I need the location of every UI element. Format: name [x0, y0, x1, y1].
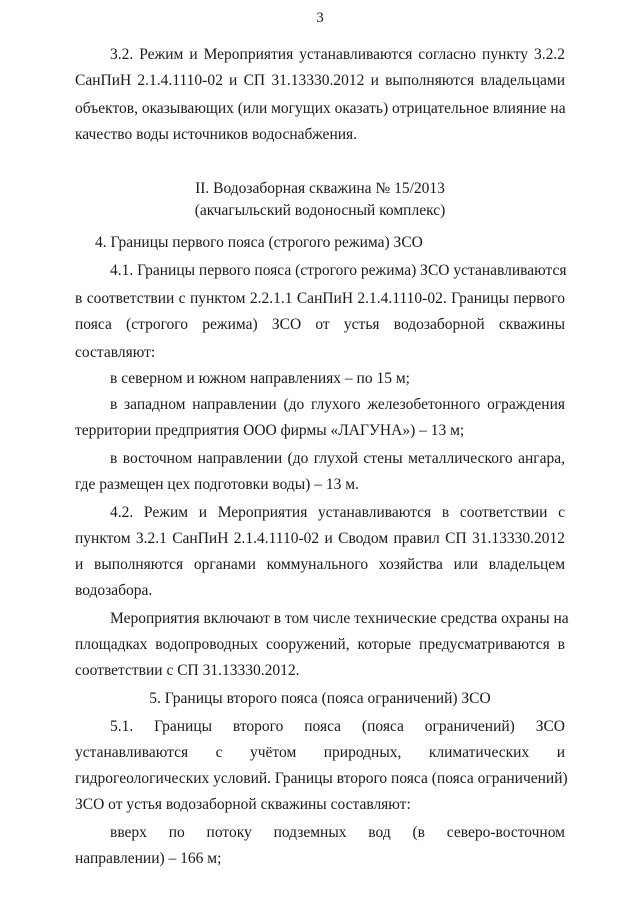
list-item-east-line-2: где размещен цех подготовки воды) – 13 м. — [75, 476, 359, 493]
paragraph-4-1-line-4: составляют: — [75, 344, 156, 361]
list-item-west-line-1: в западном направлении (до глухого железобетонного ограждения — [110, 396, 565, 413]
measures-line-1: Мероприятия включают в том числе технические средства охраны на — [110, 610, 569, 627]
upstream-line-1: вверх по потоку подземных вод (в северо-восточном — [110, 824, 565, 841]
paragraph-3-2-line-4: качество воды источников водоснабжения. — [75, 126, 358, 143]
paragraph-4-1-line-2: в соответствии с пунктом 2.2.1.1 СанПиН 2.1.4.1110-02. Границы первого — [75, 290, 565, 307]
section-2-subtitle: (акчагыльский водоносный комплекс) — [194, 202, 446, 219]
paragraph-4-1-line-1: 4.1. Границы первого пояса (строгого режима) ЗСО устанавливаются — [110, 262, 567, 279]
heading-5: 5. Границы второго пояса (пояса ограничений) ЗСО — [149, 690, 491, 707]
heading-4: 4. Границы первого пояса (строгого режима) ЗСО — [95, 234, 423, 251]
measures-line-2: площадках водопроводных сооружений, которые предусматриваются в — [75, 636, 565, 653]
measures-line-3: соответствии с СП 31.13330.2012. — [75, 662, 300, 679]
paragraph-3-2-line-2: СанПиН 2.1.4.1110-02 и СП 31.13330.2012 и выполняются владельцами — [75, 72, 565, 89]
paragraph-4-2-line-2: пунктом 3.2.1 СанПиН 2.1.4.1110-02 и Сводом правил СП 31.13330.2012 — [75, 530, 565, 547]
paragraph-5-1-line-4: ЗСО от устья водозаборной скважины составляют: — [75, 796, 411, 813]
section-2-title: II. Водозаборная скважина № 15/2013 — [195, 180, 445, 197]
paragraph-5-1-line-3: гидрогеологических условий. Границы второго пояса (пояса ограничений) — [75, 770, 568, 787]
paragraph-3-2-line-3: объектов, оказывающих (или могущих оказать) отрицательное влияние на — [75, 100, 566, 117]
list-item-east-line-1: в восточном направлении (до глухой стены металлического ангара, — [110, 450, 565, 467]
paragraph-4-2-line-3: и выполняются органами коммунального хозяйства или владельцем — [75, 556, 565, 573]
paragraph-4-2-line-1: 4.2. Режим и Мероприятия устанавливаются в соответствии с — [110, 504, 565, 521]
paragraph-4-1-line-3: пояса (строгого режима) ЗСО от устья водозаборной скважины — [75, 316, 565, 333]
paragraph-5-1-line-1: 5.1. Границы второго пояса (пояса ограничений) ЗСО — [110, 718, 565, 735]
list-item-west-line-2: территории предприятия ООО фирмы «ЛАГУНА») – 13 м; — [75, 422, 465, 439]
upstream-line-2: направлении) – 166 м; — [75, 850, 222, 867]
paragraph-4-2-line-4: водозабора. — [75, 582, 153, 599]
page-number: 3 — [316, 10, 324, 26]
paragraph-3-2-line-1: 3.2. Режим и Мероприятия устанавливаются согласно пункту 3.2.2 — [110, 46, 565, 63]
paragraph-5-1-line-2: устанавливаются с учётом природных, климатических и — [75, 744, 565, 761]
list-item-north-south: в северном и южном направлениях – по 15 м; — [110, 370, 410, 387]
